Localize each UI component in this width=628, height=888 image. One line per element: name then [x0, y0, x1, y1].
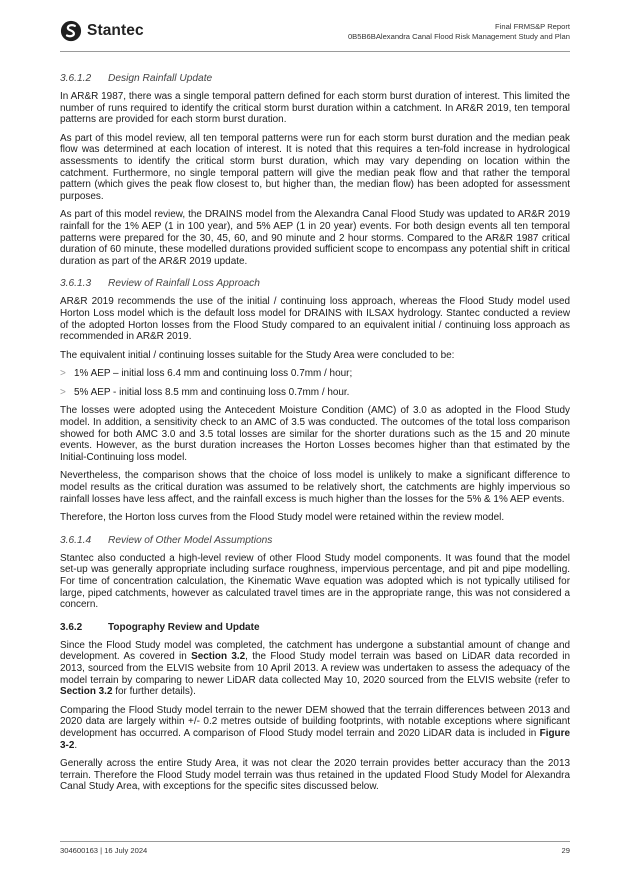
- section-heading-other-assumptions: [60, 534, 570, 547]
- paragraph: In AR&R 1987, there was a single temporal pattern defined for each storm burst duration of interest. This limited the number of runs required to identify the critical storm burst duration within a catchment. In AR&R 2019, ten temporal patterns are provided for each storm burst duration.: [60, 91, 570, 126]
- stantec-logo: [60, 20, 144, 42]
- paragraph: The losses were adopted using the Antecedent Moisture Condition (AMC) of 3.0 as adopted in the Flood Study model. In addition, a sensitivity check to an AMC of 3.5 was conducted. The outcomes of the total loss comparison showed for both AMC 3.0 and 3.5 total losses are similar for the shorter durations such as the 15 and 20 minute events. However, as the burst duration increases the Horton Losses becomes higher than that estimated by the Initial-Continuing loss model.: [60, 405, 570, 463]
- page-number: 29: [561, 846, 570, 855]
- paragraph: Generally across the entire Study Area, it was not clear the 2020 terrain provides better accuracy than the 2013 terrain. Therefore the Flood Study model terrain was thus retained in the updated Flood Study Model for Alexandra Canal Study Area, with exceptions for the specific sites discussed below.: [60, 758, 570, 793]
- report-title: Final FRMS&P Report: [495, 22, 570, 31]
- paragraph: AR&R 2019 recommends the use of the initial / continuing loss approach, whereas the Flood Study model used Horton Loss model which is the default loss model for DRAINS with ILSAX hydrology. Stantec conducted a review of the adopted Horton losses from the Flood Study compared to an equivalent initial / continuing loss approach as recommended in AR&R 2019.: [60, 296, 570, 343]
- section-number: 3.6.1.4: [60, 534, 92, 546]
- page-content: [60, 72, 570, 800]
- section-heading-rainfall-loss: [60, 277, 570, 290]
- section-reference: Section 3.2: [191, 651, 246, 663]
- section-heading-design-rainfall: [60, 72, 570, 85]
- list-item-text: 5% AEP - initial loss 8.5 mm and continuing loss 0.7mm / hour.: [74, 386, 350, 398]
- paragraph: As part of this model review, the DRAINS model from the Alexandra Canal Flood Study was updated to AR&R 2019 rainfall for the 1% AEP (1 in 100 year), and 5% AEP (1 in 20 year) events. For both design events all ten temporal patterns were prepared for the 30, 45, 60, and 90 minute and 2 hour storms. Compared to the AR&R 1987 critical duration of 60 minute, these modelled durations provided sufficient scope to encompass any potential shift in critical duration as part of the AR&R 2019 update.: [60, 209, 570, 267]
- report-title-block: [348, 22, 570, 42]
- paragraph: Therefore, the Horton loss curves from the Flood Study model were retained within the review model.: [60, 512, 505, 524]
- list-item: [60, 387, 570, 399]
- bullet-chevron-icon: >: [60, 386, 66, 398]
- footer-divider: [60, 841, 570, 842]
- stantec-logo-icon: [60, 20, 82, 42]
- report-subtitle: 0B5B6BAlexandra Canal Flood Risk Management Study and Plan: [347, 32, 570, 41]
- section-number: 3.6.1.3: [60, 278, 92, 290]
- paragraph: Since the Flood Study model was completed, the catchment has undergone a substantial amount of change and development. As covered in Section 3.2, the Flood Study model terrain was based on LiDAR data recorded in 2013, sourced from the ELVIS website from 10 April 2013. A review was undertaken to assess the adequacy of the model terrain by comparing to newer LiDAR data collected May 10, 2020 sourced from the ELVIS website (refer to Section 3.2 for further details).: [60, 639, 571, 698]
- paragraph: The equivalent initial / continuing losses suitable for the Study Area were concluded to be:: [60, 349, 455, 361]
- logo-text: Stantec: [87, 22, 144, 39]
- section-reference: Section 3.2: [60, 686, 113, 698]
- section-number: 3.6.1.2: [60, 73, 92, 84]
- paragraph: Comparing the Flood Study model terrain to the newer DEM showed that the terrain differences between 2013 and 2020 data are largely within +/- 0.2 metres outside of building footprints, with notable exceptions where significant development has occurred. A comparison of Flood Study model terrain and 2020 LiDAR data is included in Figure 3-2.: [60, 704, 570, 751]
- section-title: Topography Review and Update: [108, 621, 260, 633]
- header-divider: [60, 51, 570, 52]
- section-title: Review of Rainfall Loss Approach: [108, 278, 260, 290]
- footer-document-info: 304600163 | 16 July 2024: [60, 846, 148, 855]
- list-item: [60, 368, 570, 380]
- list-item-text: 1% AEP – initial loss 6.4 mm and continuing loss 0.7mm / hour;: [74, 368, 353, 380]
- section-number: 3.6.2: [60, 621, 83, 633]
- figure-reference: Figure 3-2: [60, 727, 570, 751]
- paragraph: As part of this model review, all ten temporal patterns were run for each storm burst duration and the median peak flow was determined at each location of interest. It is noted that this requires a ten-fold increase in hydrological assessments to identify the critical storm burst duration, which may vary depending on location within the catchment. Furthermore, no single temporal pattern will give the median peak flow and that rather the temporal pattern (which gives the peak flow closest to, but higher than, the median flow) has been adopted for assessment purposes.: [60, 132, 570, 202]
- section-title: Design Rainfall Update: [108, 73, 213, 84]
- section-heading-topography: [60, 621, 570, 634]
- paragraph: Stantec also conducted a high-level review of other Flood Study model components. It was found that the model set-up was generally appropriate including surface roughness, impervious percentage, and pit and pipe modelling. For time of concentration calculation, the Kinematic Wave equation was adopted which is not typically utilised for large, piped catchments, however as calculated travel times are in the appropriate range, this was not considered a concern.: [60, 552, 570, 611]
- bullet-chevron-icon: >: [60, 368, 66, 380]
- paragraph: Nevertheless, the comparison shows that the choice of loss model is unlikely to make a significant difference to model results as the critical duration was assumed to be relatively short, the catchments are highly impervious so rainfall losses have less affect, and the rainfall excess is much higher than the losses for the 5% & 1% AEP events.: [60, 470, 570, 505]
- section-title: Review of Other Model Assumptions: [108, 534, 273, 546]
- page-header: [0, 0, 628, 60]
